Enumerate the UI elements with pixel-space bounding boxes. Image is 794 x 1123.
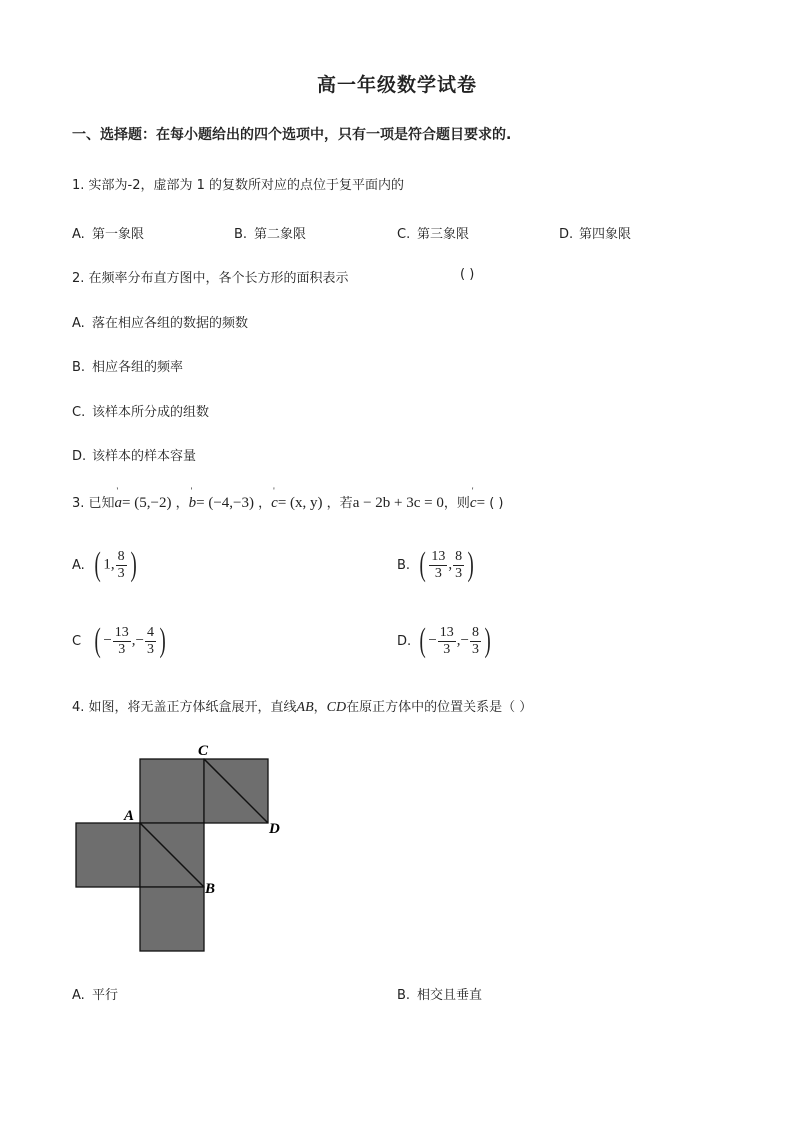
question-1-stem: 1. 实部为-2，虚部为 1 的复数所对应的点位于复平面内的 (72, 178, 405, 193)
vector-b-value: = (−4,−3) (196, 495, 254, 511)
separator: ， (175, 496, 189, 511)
left-paren: ( (419, 546, 426, 583)
line-cd: CD (326, 700, 347, 715)
left-paren: ( (94, 622, 101, 659)
vector-c: ' c (271, 495, 278, 512)
option-text: 相交且垂直 (417, 988, 483, 1003)
separator: ， (313, 700, 327, 715)
numerator: 13 (439, 624, 454, 640)
comma: , (448, 556, 453, 573)
option-label: A. (72, 227, 85, 242)
net-square-bottom (140, 887, 204, 951)
question-3-stem (72, 492, 503, 512)
fraction-x (113, 625, 131, 658)
q4-stem-text: 4. 如图，将无盖正方体纸盒展开，直线 (72, 700, 297, 715)
numerator: 8 (472, 624, 480, 640)
denominator: 3 (147, 641, 155, 657)
q2-option-c[interactable] (72, 401, 209, 420)
option-text: 该样本的样本容量 (92, 449, 197, 464)
q3-option-c[interactable] (72, 624, 168, 658)
denominator: 3 (472, 641, 480, 657)
option-label: D. (72, 449, 87, 464)
numerator: 8 (455, 548, 463, 564)
option-label: B. (72, 360, 86, 375)
denominator: 3 (117, 565, 125, 581)
vector-equation: a − 2b + 3c = 0 (352, 495, 444, 511)
minus-sign: − (103, 632, 112, 649)
denominator: 3 (455, 565, 463, 581)
q3-option-a[interactable] (72, 548, 139, 582)
numerator: 13 (114, 624, 129, 640)
coordinate-x: 1, (103, 556, 115, 573)
option-label: D. (397, 633, 412, 649)
q4-option-b[interactable] (397, 984, 482, 1003)
answer-blank: ( ) (460, 267, 475, 282)
line-ab: AB (296, 700, 314, 715)
fraction-x (438, 625, 456, 658)
option-text: 相应各组的频率 (92, 360, 184, 375)
right-paren: ) (467, 546, 474, 583)
fraction-y (145, 625, 156, 658)
right-paren: ) (159, 622, 166, 659)
numerator: 8 (117, 548, 125, 564)
q1-option-a[interactable] (72, 223, 144, 242)
point-b-label: B (205, 881, 216, 897)
denominator: 3 (434, 565, 442, 581)
net-square-top-left (140, 759, 204, 823)
condition-word: ，若 (326, 496, 353, 511)
q1-option-d[interactable] (559, 223, 631, 242)
comma-minus: ,− (131, 632, 145, 649)
option-label: B. (397, 988, 411, 1003)
separator: ， (258, 496, 272, 511)
option-label: C. (397, 227, 411, 242)
q2-option-a[interactable] (72, 312, 248, 331)
vector-a: ' a (115, 495, 123, 512)
net-square-middle-left (76, 823, 140, 887)
q3-prefix: 3. 已知 (72, 496, 115, 511)
point-d-label: D (269, 821, 280, 837)
question-4-stem (72, 696, 532, 716)
denominator: 3 (443, 641, 451, 657)
option-text: 第四象限 (579, 227, 632, 242)
section-heading: 一、选择题：在每小题给出的四个选项中，只有一项是符合题目要求的. (72, 127, 512, 143)
vector-c: ' c (470, 495, 477, 512)
vector-c-value: = (x, y) (277, 495, 323, 511)
q2-option-b[interactable] (72, 356, 183, 375)
option-label: B. (397, 557, 411, 573)
right-paren: ) (130, 546, 137, 583)
page-title: 高一年级数学试卷 (316, 74, 477, 96)
point-c-label: C (198, 743, 209, 759)
option-text: 落在相应各组的数据的频数 (92, 316, 249, 331)
q3-option-d[interactable] (397, 624, 493, 658)
comma-minus: ,− (456, 632, 470, 649)
q4-stem-end: 在原正方体中的位置关系是（ ） (346, 700, 533, 715)
question-2-stem: 2. 在频率分布直方图中，各个长方形的面积表示 (72, 271, 349, 286)
point-a-label: A (124, 808, 135, 824)
fraction-x (429, 549, 447, 582)
option-text: 平行 (92, 988, 119, 1003)
option-label: A. (72, 316, 85, 331)
cube-net-figure (60, 735, 300, 960)
vector-a-value: = (5,−2) (122, 495, 172, 511)
fraction-y (116, 549, 127, 582)
option-label: C (72, 633, 82, 649)
q2-option-d[interactable] (72, 445, 196, 464)
numerator: 13 (431, 548, 446, 564)
denominator: 3 (118, 641, 126, 657)
fraction-y (470, 625, 481, 658)
option-label: D. (559, 227, 574, 242)
answer-blank: ( ) (489, 496, 504, 511)
option-text: 第三象限 (417, 227, 470, 242)
then-word: ，则 (443, 496, 470, 511)
option-label: C. (72, 405, 86, 420)
q4-option-a[interactable] (72, 984, 118, 1003)
q1-option-b[interactable] (234, 223, 306, 242)
fraction-y (453, 549, 464, 582)
left-paren: ( (94, 546, 101, 583)
vector-b: ' b (189, 495, 197, 512)
q3-option-b[interactable] (397, 548, 476, 582)
minus-sign: − (428, 632, 437, 649)
option-text: 第一象限 (92, 227, 145, 242)
numerator: 4 (147, 624, 155, 640)
left-paren: ( (419, 622, 426, 659)
equals-sign: = (476, 495, 486, 511)
option-label: A. (72, 557, 85, 573)
q1-option-c[interactable] (397, 223, 469, 242)
option-label: B. (234, 227, 248, 242)
option-text: 第二象限 (254, 227, 307, 242)
option-text: 该样本所分成的组数 (92, 405, 210, 420)
option-label: A. (72, 988, 85, 1003)
right-paren: ) (484, 622, 491, 659)
